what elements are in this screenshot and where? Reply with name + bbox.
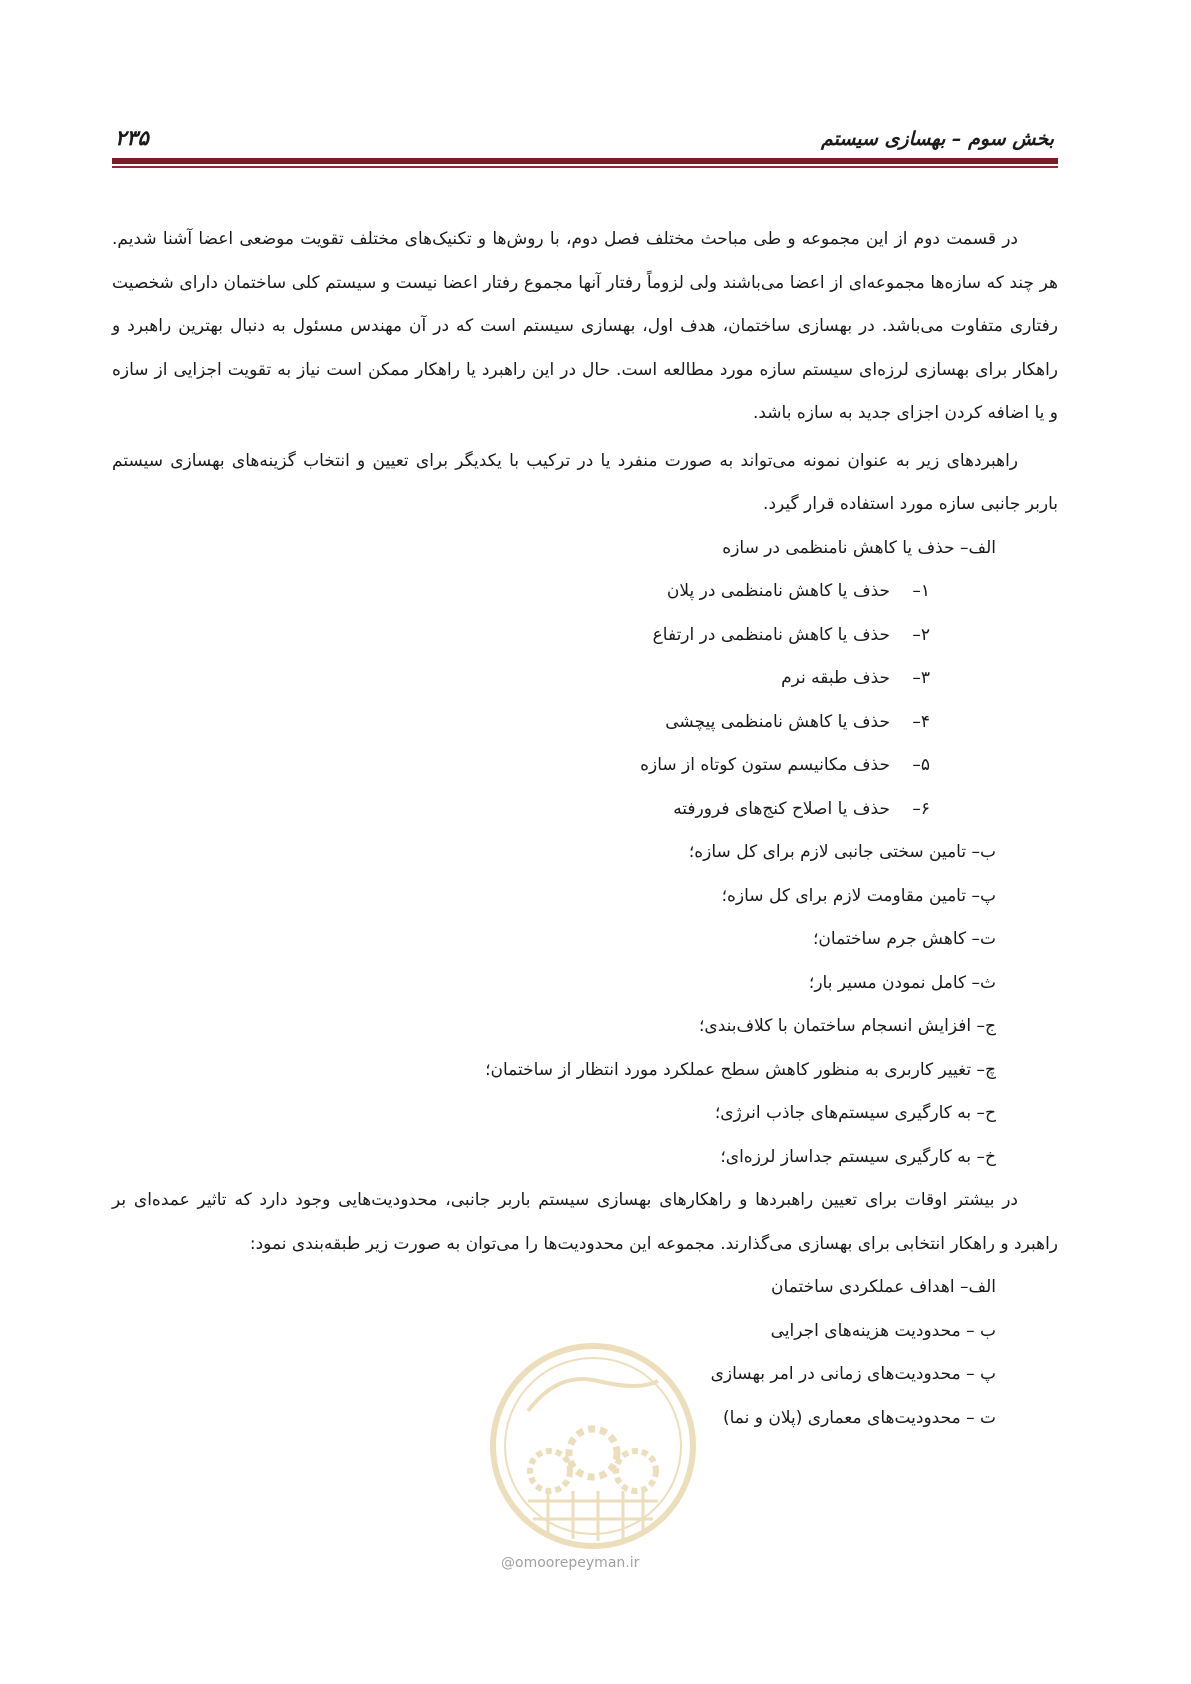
sub-list-item xyxy=(112,657,1058,701)
running-header-title: بخش سوم – بهسازی سیستم xyxy=(820,128,1054,150)
watermark-site: @omoorepeyman.ir xyxy=(501,1555,640,1571)
item-number: ۶– xyxy=(912,798,930,819)
list-item: پ– تامین مقاومت لازم برای کل سازه؛ xyxy=(721,885,996,906)
strategies-intro-paragraph: راهبردهای زیر به عنوان نمونه می‌تواند به صورت منفرد یا در ترکیب با یکدیگر برای تعیین و انتخاب گزینه‌های بهسازی سیستم باربر جانبی سازه مورد استفاده قرار گیرد. xyxy=(112,450,1058,514)
list-item: ت– کاهش جرم ساختمان؛ xyxy=(813,929,996,949)
list-item: خ– به کارگیری سیستم جداساز لرزه‌ای؛ xyxy=(720,1146,996,1167)
item-number: ۲– xyxy=(912,624,930,645)
header-rule-thin xyxy=(112,166,1058,168)
watermark-logo-icon xyxy=(488,1341,698,1551)
item-text: حذف یا کاهش نامنظمی پیچشی xyxy=(665,711,890,732)
sub-list-item xyxy=(112,570,1058,614)
intro-paragraph: در قسمت دوم از این مجموعه و طی مباحث مختلف فصل دوم، با روش‌ها و تکنیک‌های مختلف تقویت موضعی اعضا آشنا شدیم. هر چند که سازه‌ها مجموعه‌ای از اعضا می‌باشند ولی لزوماً رفتار آنها مجموع رفتار اعضا نیست و سیستم کلی ساختمان دارای شخصیت رفتاری متفاوت می‌باشد. در بهسازی ساختمان، هدف اول، بهسازی سیستم است که در آن مهندس مسئول به دنبال بهترین راهبرد و راهکار برای بهسازی لرزه‌ای سیستم سازه مورد مطالعه است. حال در این راهبرد یا راهکار ممکن است نیاز به تقویت اجزایی از سازه و یا اضافه کردن اجزای جدید به سازه باشد. xyxy=(112,229,1058,423)
header-rule xyxy=(112,158,1058,164)
list-item: ب– تامین سختی جانبی لازم برای کل سازه؛ xyxy=(688,842,996,862)
page-number: ۲۳۵ xyxy=(115,126,149,150)
list-item: پ – محدودیت‌های زمانی در امر بهسازی xyxy=(710,1364,996,1384)
item-text: حذف یا کاهش نامنظمی در ارتفاع xyxy=(652,624,890,645)
list-item: ح– به کارگیری سیستم‌های جاذب انرژی؛ xyxy=(714,1103,996,1123)
sub-list-item xyxy=(112,744,1058,788)
item-number: ۵– xyxy=(912,755,930,775)
list-item: چ– تغییر کاربری به منظور کاهش سطح عملکرد مورد انتظار از ساختمان؛ xyxy=(485,1059,996,1080)
constraints-paragraph: در بیشتر اوقات برای تعیین راهبردها و راهکارهای بهسازی سیستم باربر جانبی، محدودیت‌هایی وجود دارد که تاثیر عمده‌ای بر راهبرد و راهکار انتخابی برای بهسازی می‌گذارند. مجموعه این محدودیت‌ها را می‌توان به صورت زیر طبقه‌بندی نمود: xyxy=(112,1190,1058,1254)
sub-list-item xyxy=(112,701,1058,745)
item-text: حذف یا کاهش نامنظمی در پلان xyxy=(666,581,890,601)
list-item: الف– اهداف عملکردی ساختمان xyxy=(771,1277,996,1297)
strategy-list xyxy=(112,527,1058,1180)
item-number: ۱– xyxy=(912,581,930,601)
list-item: ث– کامل نمودن مسیر بار؛ xyxy=(808,972,996,993)
item-text: حذف مکانیسم ستون کوتاه از سازه xyxy=(640,755,890,775)
item-number: ۴– xyxy=(912,711,930,732)
item-text: حذف یا اصلاح کنج‌های فرورفته xyxy=(673,798,890,819)
sub-list-item xyxy=(112,788,1058,832)
list-item: ج– افزایش انسجام ساختمان با کلاف‌بندی؛ xyxy=(699,1016,996,1036)
page-body xyxy=(112,218,1058,1440)
list-item: ب – محدودیت هزینه‌های اجرایی xyxy=(770,1320,996,1341)
list-item: ت – محدودیت‌های معماری (پلان و نما) xyxy=(723,1407,996,1428)
sub-list-item xyxy=(112,614,1058,658)
item-text: حذف طبقه نرم xyxy=(781,668,890,688)
item-number: ۳– xyxy=(912,668,930,688)
list-item: الف– حذف یا کاهش نامنظمی در سازه xyxy=(722,537,996,558)
